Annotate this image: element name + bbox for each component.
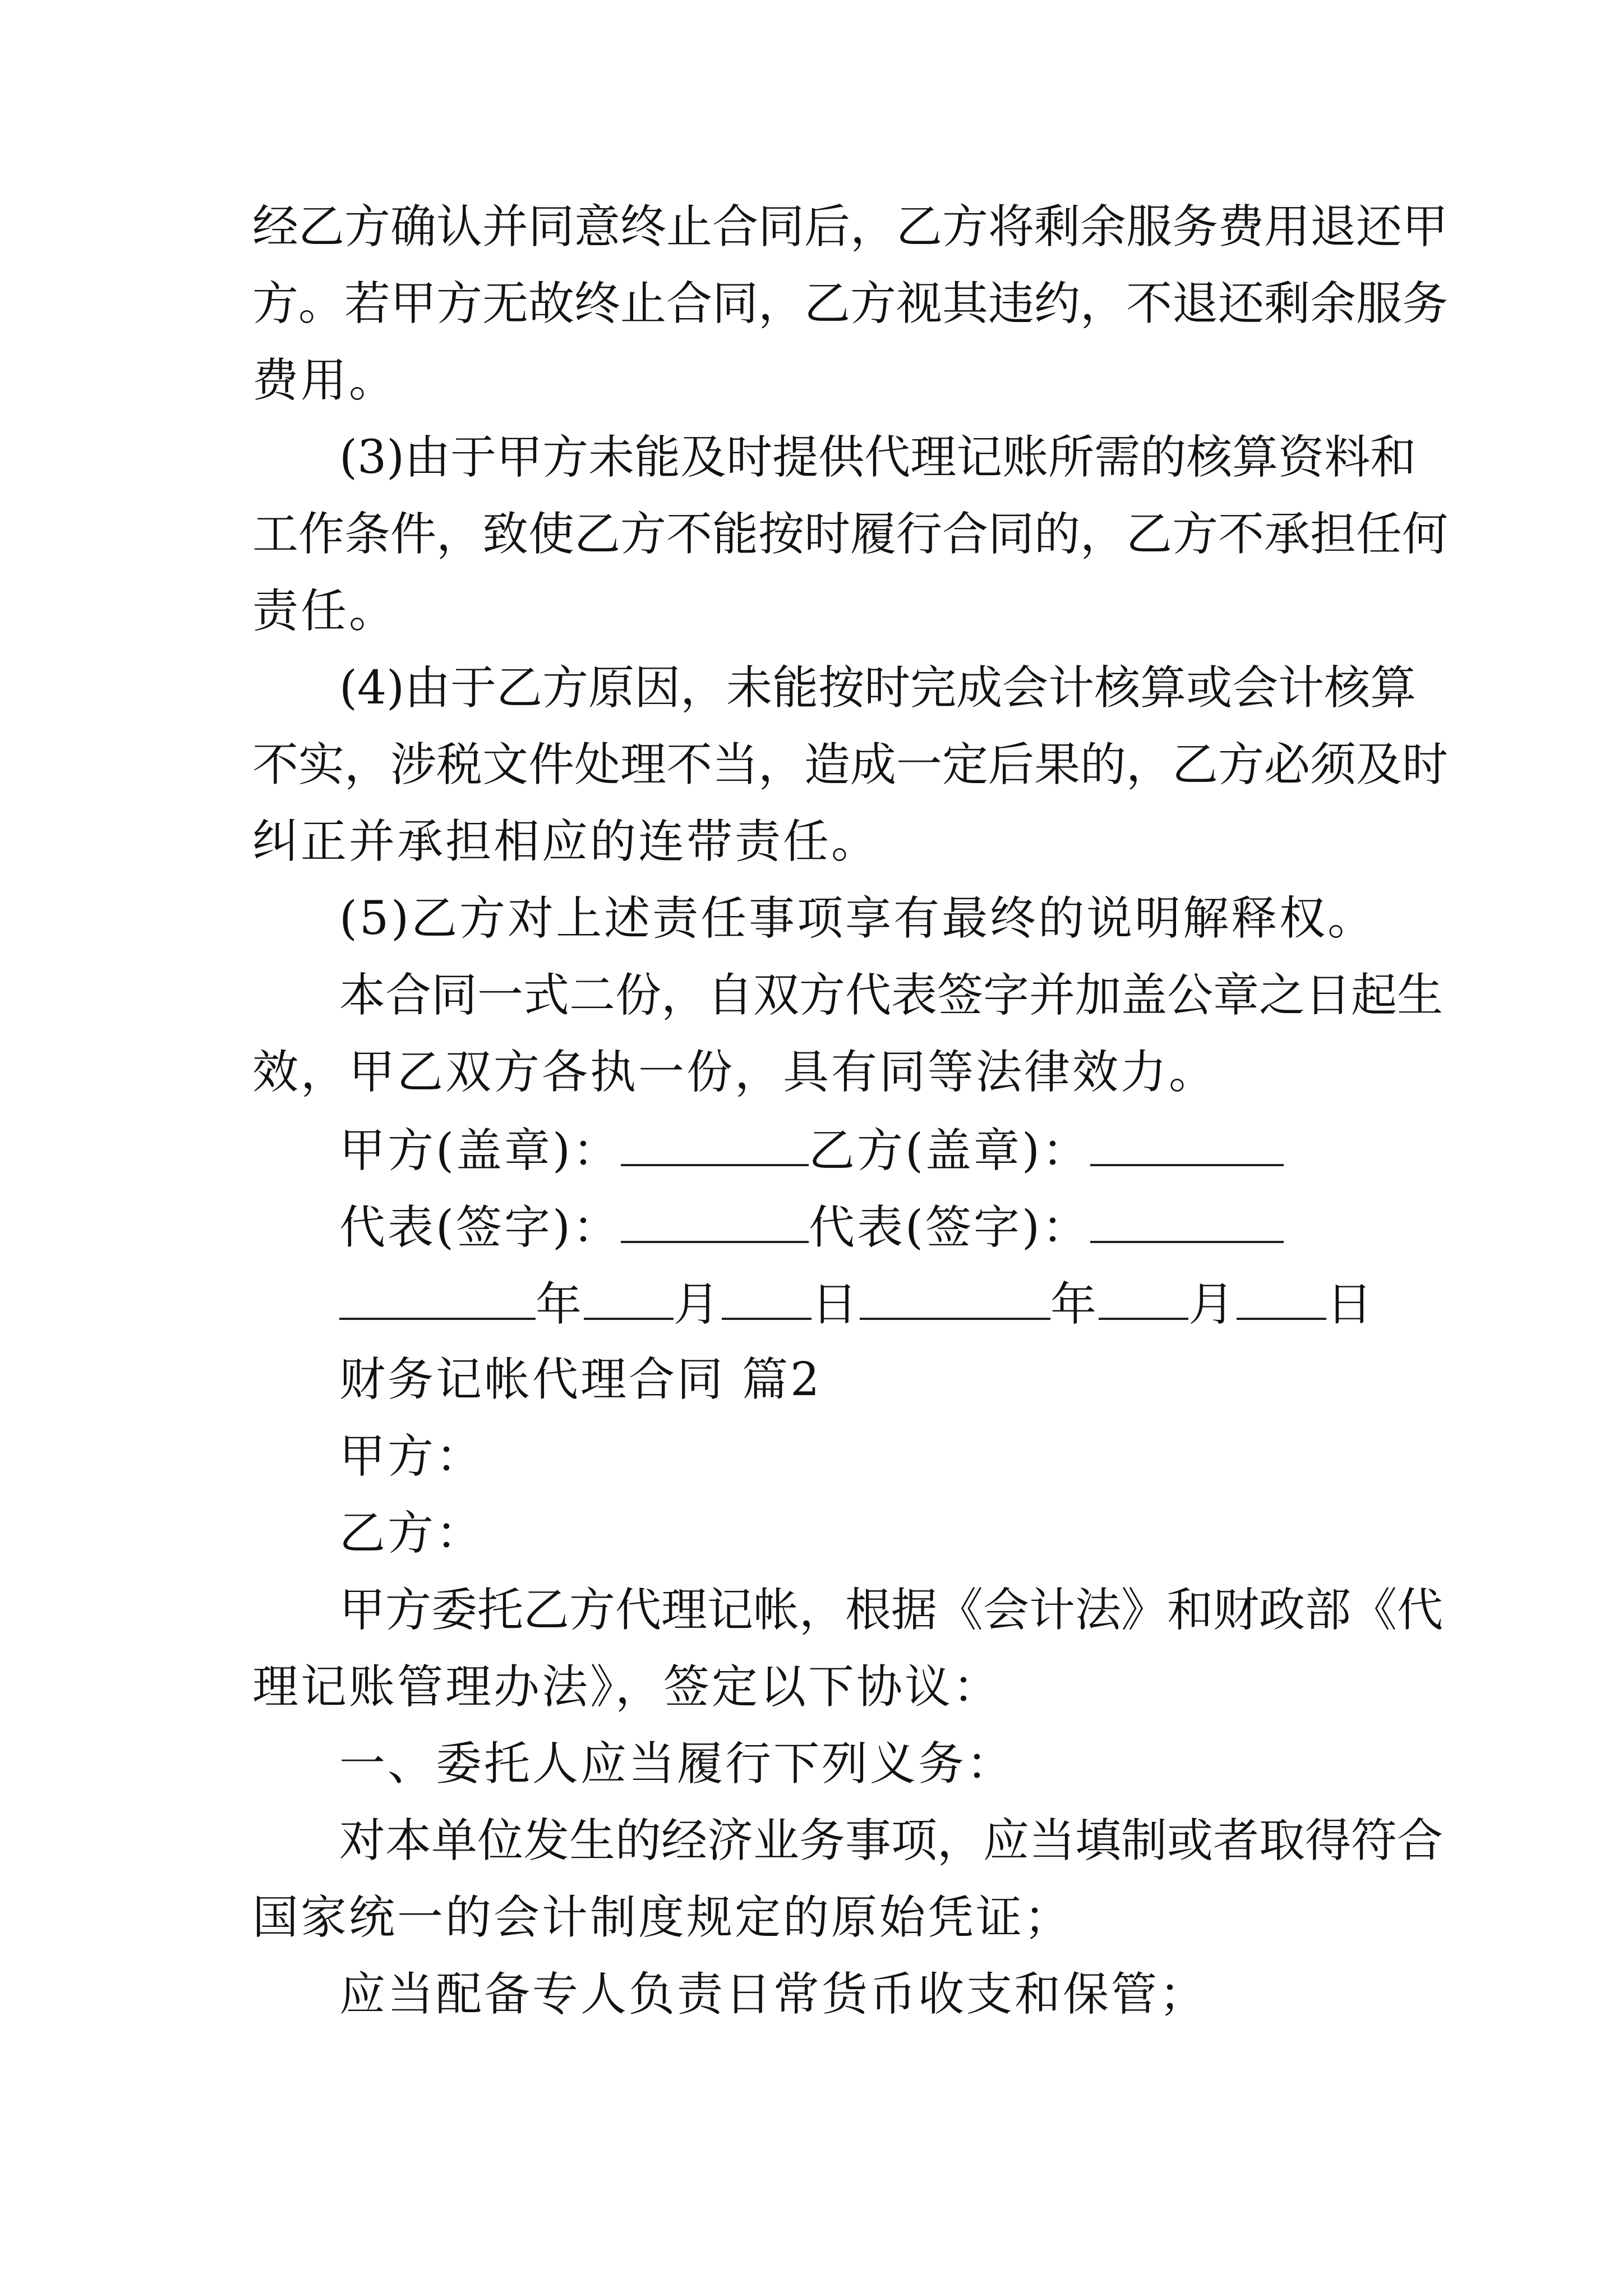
month-label: 月: [1188, 1278, 1237, 1331]
rep-b-sign-blank: [1090, 1198, 1284, 1243]
clause-3-line: 工作条件，致使乙方不能按时履行合同的，乙方不承担任何: [252, 508, 1449, 561]
year-blank-a: [339, 1275, 536, 1320]
day-label: 日: [811, 1278, 860, 1331]
paragraph-line: 经乙方确认并同意终止合同后，乙方将剩余服务费用退还甲: [252, 200, 1449, 254]
party-a-seal-blank: [621, 1121, 809, 1166]
agreement-intro-line: 理记账管理办法》，签定以下协议：: [252, 1660, 1002, 1714]
copies-clause-line: 本合同一式二份，自双方代表签字并加盖公章之日起生: [339, 969, 1444, 1022]
paragraph-line: 方。若甲方无故终止合同，乙方视其违约，不退还剩余服务: [252, 277, 1449, 330]
clause-3-line: (3)由于甲方未能及时提供代理记账所需的核算资料和: [339, 431, 1417, 484]
clause-5-line: (5)乙方对上述责任事项享有最终的说明解释权。: [339, 892, 1376, 945]
paragraph-line: 费用。: [252, 354, 398, 407]
obligation-line: 对本单位发生的经济业务事项，应当填制或者取得符合: [339, 1814, 1444, 1867]
signature-row: [339, 1198, 1284, 1256]
party-b-seal-label: 乙方(盖章)：: [808, 1124, 1090, 1177]
rep-b-sign-label: 代表(签字)：: [808, 1201, 1090, 1254]
rep-a-sign-label: 代表(签字)：: [339, 1201, 621, 1254]
party-b-seal-blank: [1090, 1121, 1284, 1166]
clause-4-line: 不实，涉税文件处理不当，造成一定后果的，乙方必须及时: [252, 738, 1449, 792]
year-blank-b: [860, 1275, 1050, 1320]
seal-row: [339, 1121, 1284, 1179]
date-row: [339, 1275, 1375, 1333]
copies-clause-line: 效，甲乙双方各执一份，具有同等法律效力。: [252, 1046, 1218, 1099]
day-blank-a: [722, 1275, 811, 1320]
obligation-line: 国家统一的会计制度规定的原始凭证；: [252, 1891, 1073, 1944]
year-label: 年: [536, 1278, 584, 1331]
year-label: 年: [1050, 1278, 1099, 1331]
month-blank-a: [584, 1275, 674, 1320]
day-blank-b: [1237, 1275, 1326, 1320]
rep-a-sign-blank: [621, 1198, 809, 1243]
section-title: 财务记帐代理合同 篇2: [339, 1353, 822, 1406]
section-heading: 一、委托人应当履行下列义务：: [339, 1737, 1015, 1791]
obligation-line: 应当配备专人负责日常货币收支和保管；: [339, 1968, 1208, 2021]
month-label: 月: [674, 1278, 722, 1331]
party-a-label: 甲方：: [339, 1430, 485, 1483]
party-b-label: 乙方：: [339, 1507, 485, 1560]
clause-4-line: 纠正并承担相应的连带责任。: [252, 815, 880, 868]
agreement-intro-line: 甲方委托乙方代理记帐，根据《会计法》和财政部《代: [339, 1584, 1444, 1637]
clause-3-line: 责任。: [252, 585, 398, 638]
day-label: 日: [1326, 1278, 1375, 1331]
party-a-seal-label: 甲方(盖章)：: [339, 1124, 621, 1177]
clause-4-line: (4)由于乙方原因，未能按时完成会计核算或会计核算: [339, 661, 1417, 715]
month-blank-b: [1099, 1275, 1188, 1320]
